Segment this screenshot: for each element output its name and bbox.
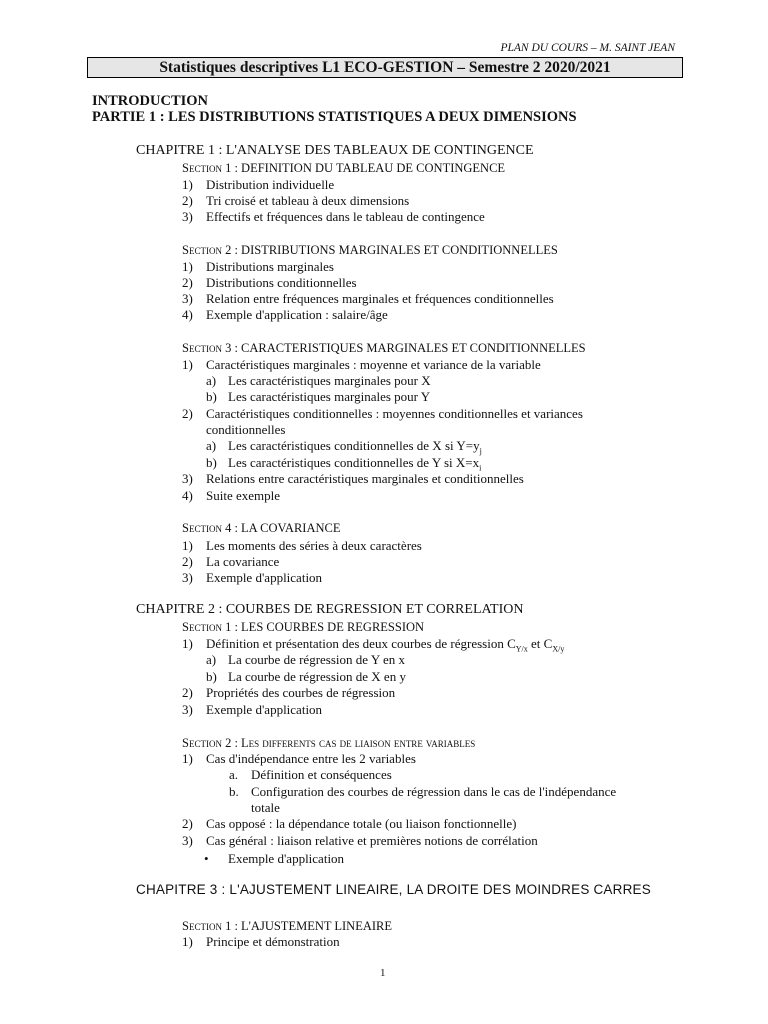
list-item: 2) Distributions conditionnelles xyxy=(182,275,357,290)
header-note: PLAN DU COURS – M. SAINT JEAN xyxy=(500,42,675,54)
list-item: a) La courbe de régression de Y en x xyxy=(206,652,405,667)
list-item: b) Les caractéristiques marginales pour Y xyxy=(206,389,431,404)
list-item: 1) Principe et démonstration xyxy=(182,934,340,949)
chapter1-title: CHAPITRE 1 : L'ANALYSE DES TABLEAUX DE CONTINGENCE xyxy=(136,143,534,158)
list-item: 3) Exemple d'application xyxy=(182,570,323,585)
ch1-section4-title: Section 4 : LA COVARIANCE xyxy=(182,521,341,535)
introduction-heading: INTRODUCTION PARTIE 1 : LES DISTRIBUTIONS STATISTIQUES A DEUX DIMENSIONS xyxy=(92,93,577,125)
list-item: 4) Exemple d'application : salaire/âge xyxy=(182,307,388,322)
document-title: Statistiques descriptives L1 ECO-GESTION – Semestre 2 2020/2021 xyxy=(87,57,683,78)
list-item: 2) Cas opposé : la dépendance totale (ou liaison fonctionnelle) xyxy=(182,816,517,831)
list-item-continuation: totale xyxy=(251,800,280,815)
list-item: 1) Les moments des séries à deux caractères xyxy=(182,538,422,553)
page-number: 1 xyxy=(380,967,386,979)
list-item: 3) Effectifs et fréquences dans le tableau de contingence xyxy=(182,209,485,224)
bullet-item: • Exemple d'application xyxy=(204,851,345,866)
list-item: 1) Cas d'indépendance entre les 2 variables xyxy=(182,751,416,766)
list-item: 1) Distribution individuelle xyxy=(182,177,335,192)
list-item: b. Configuration des courbes de régression dans le cas de l'indépendance xyxy=(229,784,617,799)
list-item: 2) La covariance xyxy=(182,554,280,569)
ch3-section1-title: Section 1 : L'AJUSTEMENT LINEAIRE xyxy=(182,919,393,933)
list-item: b) La courbe de régression de X en y xyxy=(206,669,406,684)
list-item: 3) Relations entre caractéristiques marginales et conditionnelles xyxy=(182,471,524,486)
list-item: a) Les caractéristiques conditionnelles de X si $Y=y_j$ xyxy=(206,438,482,456)
list-item: a) Les caractéristiques marginales pour X xyxy=(206,373,431,388)
ch1-section1-title: Section 1 : DEFINITION DU TABLEAU DE CONTINGENCE xyxy=(182,161,506,175)
list-item: 1) Distributions marginales xyxy=(182,259,334,274)
ch1-section2-title: Section 2 : DISTRIBUTIONS MARGINALES ET CONDITIONNELLES xyxy=(182,243,558,257)
list-item: 2) Propriétés des courbes de régression xyxy=(182,685,396,700)
list-item: 1) Définition et présentation des deux courbes de régression $C_{Y/x}$ et $C_{X/y}$ xyxy=(182,636,565,654)
chapter3-title: CHAPITRE 3 : L'AJUSTEMENT LINEAIRE, LA DROITE DES MOINDRES CARRES xyxy=(136,882,651,897)
list-item: 3) Exemple d'application xyxy=(182,702,323,717)
list-item: 1) Caractéristiques marginales : moyenne et variance de la variable xyxy=(182,357,541,372)
ch1-section3-title: Section 3 : CARACTERISTIQUES MARGINALES ET CONDITIONNELLES xyxy=(182,341,586,355)
partie1-heading: PARTIE 1 : LES DISTRIBUTIONS STATISTIQUES A DEUX DIMENSIONS xyxy=(92,109,577,125)
list-item-continuation: conditionnelles xyxy=(206,422,286,437)
list-item: 4) Suite exemple xyxy=(182,488,281,503)
list-item: 3) Cas général : liaison relative et premières notions de corrélation xyxy=(182,833,538,848)
chapter2-title: CHAPITRE 2 : COURBES DE REGRESSION ET CORRELATION xyxy=(136,602,524,617)
list-item: b) Les caractéristiques conditionnelles de Y si $X=x_i$ xyxy=(206,455,482,473)
list-item: a. Définition et conséquences xyxy=(229,767,392,782)
ch2-section1-title: Section 1 : LES COURBES DE REGRESSION xyxy=(182,620,425,634)
ch2-section2-title: Section 2 : Les differents cas de liaison entre variables xyxy=(182,736,476,750)
list-item: 3) Relation entre fréquences marginales et fréquences conditionnelles xyxy=(182,291,554,306)
list-item: 2) Tri croisé et tableau à deux dimensions xyxy=(182,193,410,208)
list-item: 2) Caractéristiques conditionnelles : moyennes conditionnelles et variances xyxy=(182,406,583,421)
